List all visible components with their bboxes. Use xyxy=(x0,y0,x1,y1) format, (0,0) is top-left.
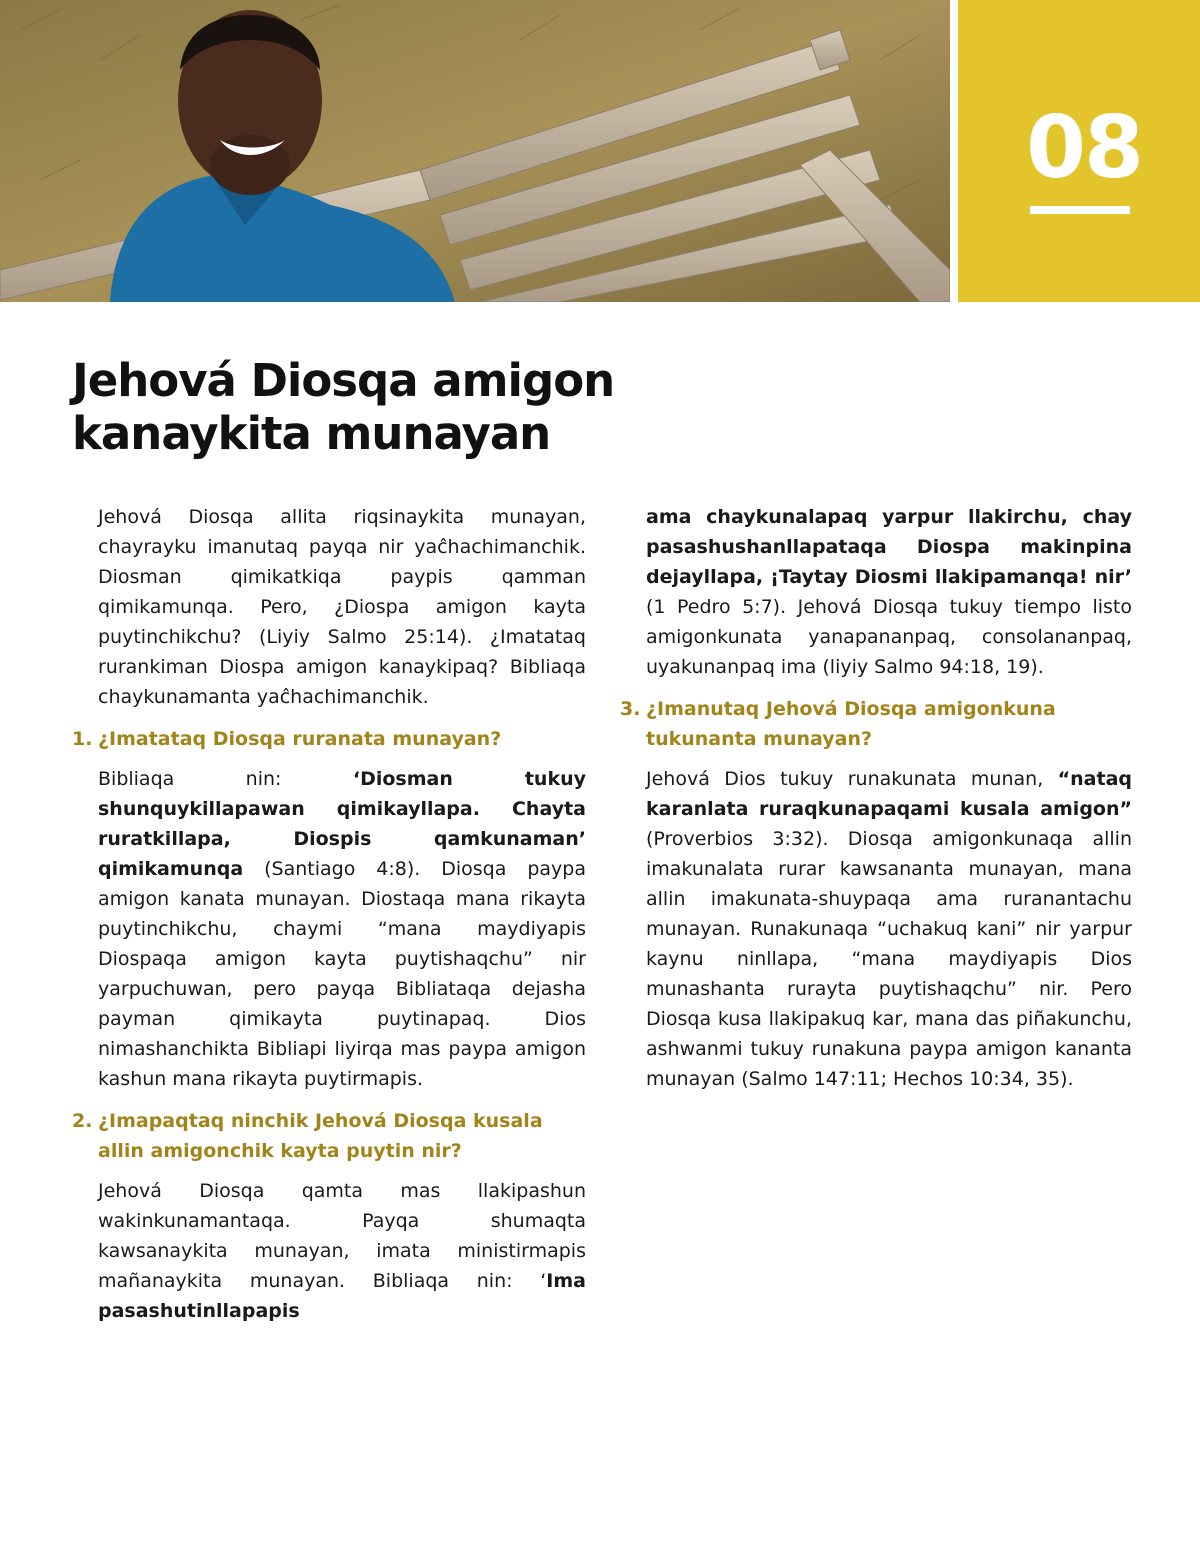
scripture-quote: “nataq karanlata ruraqkunapaqami kusala amigon” xyxy=(646,768,1132,820)
title-line-2: kanaykita munayan xyxy=(72,407,551,460)
title-line-1: Jehová Diosqa amigon xyxy=(72,354,615,407)
answer-paragraph-2-continued xyxy=(646,502,1132,682)
answer-paragraph-1 xyxy=(98,764,586,1094)
answer-paragraph-3 xyxy=(646,764,1132,1094)
question-number: 3. xyxy=(620,698,641,720)
scripture-quote: Ima pasashutinllapapis xyxy=(98,1270,586,1322)
chapter-number: 08 xyxy=(1026,98,1142,198)
hero-photo xyxy=(0,0,950,302)
chapter-badge xyxy=(958,0,1200,302)
scripture-quote: ‘Diosman tukuy shunquykillapawan qimikayllapa. Chayta ruratkillapa, Diospis qamkunaman’ qimikamunqa xyxy=(98,768,587,880)
question-heading-1 xyxy=(72,724,586,754)
question-heading-2 xyxy=(72,1106,586,1166)
scripture-quote: ama chaykunalapaq yarpur llakirchu, chay pasashushanllapataqa Diospa makinpina dejayllapa, ¡Taytay Diosmi llakipamanqa! nir’ xyxy=(646,506,1132,588)
answer-text: Jehová Dios tukuy runakunata munan, xyxy=(646,768,1058,790)
answer-text: Jehová Diosqa qamta mas llakipashun wakinkunamantaqa. Payqa shumaqta kawsanaykita munayan, imata ministirmapis mañanaykita munayan. Bibliaqa nin: ‘ xyxy=(98,1180,586,1292)
question-text: ¿Imatataq Diosqa ruranata munayan? xyxy=(98,728,502,750)
answer-paragraph-2 xyxy=(98,1176,586,1326)
intro-paragraph: Jehová Diosqa allita riqsinaykita munayan, chayrayku imanutaq payqa nir yaĉhachimanchik. Diosman qimikatkiqa paypis qamman qimikamunqa. Pero, ¿Diospa amigon kayta puytinchikchu? (Liyiy Salmo 25:14). ¿Imatataq rurankiman Diospa amigon kanaykipaq? Bibliaqa chaykunamanta yaĉhachimanchik. xyxy=(98,506,586,708)
answer-text: Bibliaqa nin: xyxy=(98,768,353,790)
answer-text: (Proverbios 3:32). Diosqa amigonkunaqa allin imakunalata rurar kawsananta munayan, mana allin imakunata-shuypaqa ama ruranantachu munayan. Runakunaqa “uchakuq kani” nir yarpur kaynu ninllapa, “mana maydiyapis Dios munashanta rurayta puytishaqchu” nir. Pero Diosqa kusa llakipakuq kar, mana das piñakunchu, ashwanmi tukuy runakuna paypa amigon kananta munayan (Salmo 147:11; Hechos 10:34, 35). xyxy=(646,828,1132,1090)
question-number: 1. xyxy=(72,728,93,750)
chapter-underline xyxy=(1030,206,1130,214)
column-right xyxy=(620,502,1132,1094)
page-title xyxy=(72,354,692,460)
column-left xyxy=(72,502,586,1326)
question-number: 2. xyxy=(72,1110,93,1132)
answer-text: (Santiago 4:8). Diosqa paypa amigon kanata munayan. Diostaqa mana rikayta puytinchikchu, chaymi “mana maydiyapis Diospaqa amigon kayta puytishaqchu” nir yarpuchuwan, pero payqa Bibliataqa dejasha payman qimikayta puytinapaq. Dios nimashanchikta Bibliapi liyirqa mas paypa amigon kashun mana rikayta puytirmapis. xyxy=(98,858,586,1090)
question-heading-3 xyxy=(620,694,1132,754)
question-text: ¿Imanutaq Jehová Diosqa amigonkuna tukunanta munayan? xyxy=(646,698,1056,750)
question-text: ¿Imapaqtaq ninchik Jehová Diosqa kusala allin amigonchik kayta puytin nir? xyxy=(98,1110,543,1162)
answer-text: (1 Pedro 5:7). Jehová Diosqa tukuy tiempo listo amigonkunata yanapananpaq, consolananpaq, uyakunanpaq ima (liyiy Salmo 94:18, 19). xyxy=(646,596,1132,678)
